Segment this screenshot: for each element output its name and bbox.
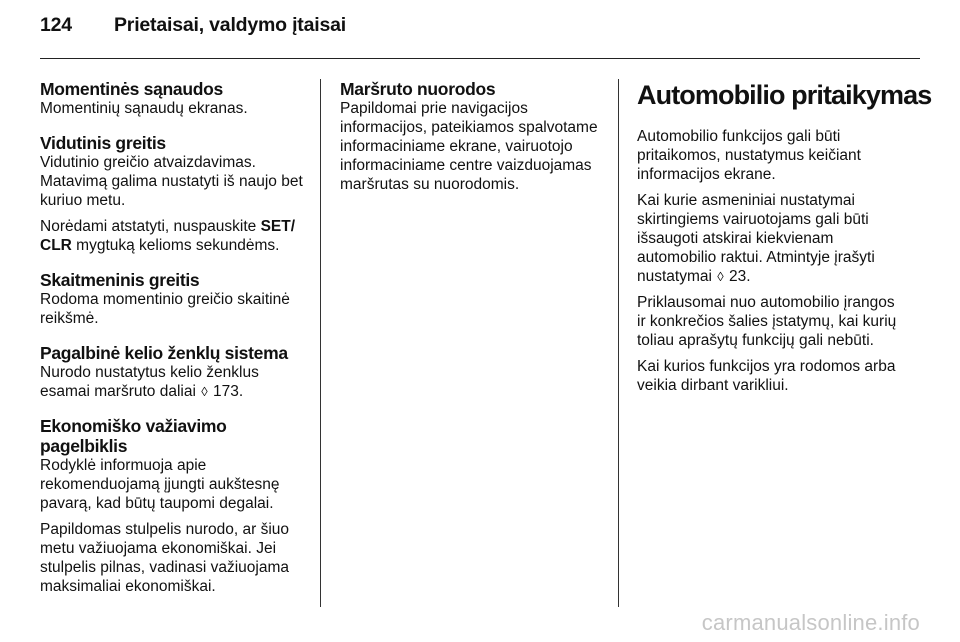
paragraph: Papildomai prie navigacijos informacijos, pateikiamos spalvotame informaciniame ekrane, vairuotojo informaciniame centre vaizduojamas maršrutas su nuorodomis. (340, 100, 598, 193)
page-reference: 173. (213, 383, 244, 400)
column-left (40, 79, 312, 611)
page-reference-icon: ◊ (201, 384, 208, 399)
column-middle (340, 79, 606, 201)
paragraph: Rodoma momentinio greičio skaitinė reikšmė. (40, 291, 290, 327)
section-heading: Maršruto nuorodos (340, 79, 496, 99)
column-divider (320, 79, 321, 607)
column-divider (618, 79, 619, 607)
paragraph: Priklausomai nuo automobilio įrangos ir konkrečios šalies įstatymų, kai kurių toliau aprašytų funkcijų gali nebūti. (637, 294, 897, 349)
paragraph (40, 363, 312, 401)
button-name: SET/ CLR (40, 218, 296, 254)
section-average-speed (40, 133, 312, 255)
paragraph: Momentinių sąnaudų ekranas. (40, 100, 248, 117)
section-instant-consumption (40, 79, 312, 118)
page-title: Prietaisai, valdymo įtaisai (114, 14, 346, 36)
text: Kai kurie asmeniniai nustatymai skirtingiems vairuotojams gali būti išsaugoti atskirai kiekvienam automobilio raktui. Atmintyje įrašyti nustatymai (637, 192, 875, 285)
section-heading: Momentinės sąnaudos (40, 79, 223, 99)
paragraph: Vidutinio greičio atvaizdavimas. Matavimą galima nustatyti iš naujo bet kuriuo metu. (40, 154, 303, 209)
header-divider (40, 58, 920, 59)
column-right (637, 79, 932, 402)
watermark: carmanualsonline.info (701, 610, 920, 635)
paragraph: Kai kurios funkcijos yra rodomos arba veikia dirbant varikliui. (637, 358, 896, 394)
text: Nurodo nustatytus kelio ženklus esamai maršruto daliai (40, 364, 259, 400)
section-eco-drive-assistant (40, 416, 312, 596)
section-traffic-sign-assistant (40, 343, 312, 401)
section-digital-speed (40, 270, 312, 328)
section-heading: Vidutinis greitis (40, 133, 166, 153)
text: mygtuką kelioms sekundėms. (71, 237, 280, 254)
chapter-heading: Automobilio pritaikymas (637, 80, 932, 110)
page-header (40, 14, 346, 37)
section-route-guidance (340, 79, 606, 194)
paragraph (40, 217, 312, 255)
paragraph: Automobilio funkcijos gali būti pritaikomos, nustatymus keičiant informacijos ekrane. (637, 128, 861, 183)
page-reference-icon: ◊ (717, 269, 724, 284)
page-number: 124 (40, 14, 72, 36)
paragraph: Papildomas stulpelis nurodo, ar šiuo metu važiuojama ekonomiškai. Jei stulpelis pilnas, vadinasi važiuojama maksimaliai ekonomiškai. (40, 521, 289, 595)
section-heading: Pagalbinė kelio ženklų sistema (40, 343, 288, 363)
section-heading: Skaitmeninis greitis (40, 270, 200, 290)
paragraph: Rodyklė informuoja apie rekomenduojamą įjungti aukštesnę pavarą, kad būtų taupomi degalai. (40, 457, 280, 512)
page-reference: 23. (729, 268, 751, 285)
text: Norėdami atstatyti, nuspauskite (40, 218, 261, 235)
paragraph (637, 191, 905, 286)
section-heading: Ekonomiško važiavimo pagelbiklis (40, 416, 227, 456)
